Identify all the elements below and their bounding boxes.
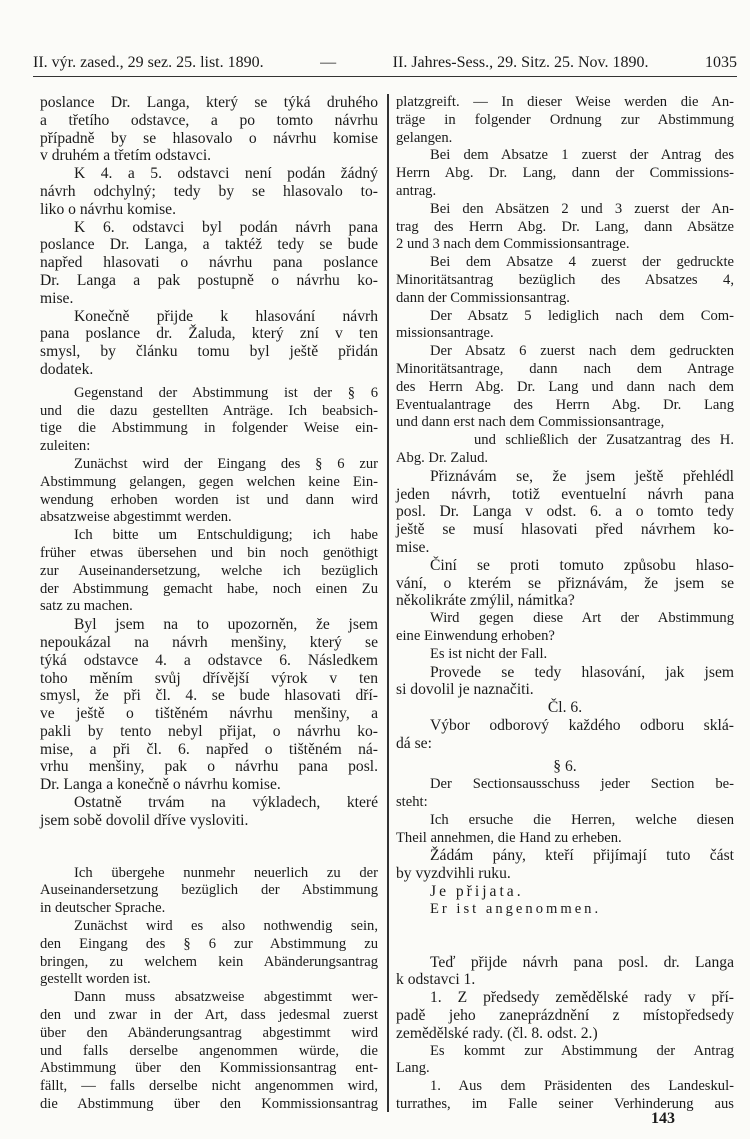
paragraph [40, 616, 378, 794]
text-line: des Herrn Abg. Dr. Lang und dann nach dem [396, 378, 734, 395]
text-line: případně by se hlasovalo o návrhu komise [40, 129, 378, 147]
text-line: napřed hlasovati o návrhu pana poslance [40, 254, 378, 272]
paragraph [40, 794, 378, 830]
right-column [396, 94, 734, 1114]
text-line: Činí se proti tomuto způsobu hlaso- [430, 556, 734, 574]
text-line: ve ještě o tištěném návrhu menšiny, a [40, 705, 378, 723]
text-line: liko o návrhu komise. [40, 200, 176, 218]
text-line: vání, o kterém se přiznávám, že jsem se [396, 574, 734, 592]
paragraph [396, 717, 734, 753]
text-line: Lang. [396, 1060, 430, 1077]
text-line: pakli by tento nebyl přijat, o návrhu ko- [40, 722, 378, 740]
text-line: jsem sobě dovolil dříve vysloviti. [40, 811, 249, 829]
running-header [33, 46, 737, 77]
text-line: satz zu machen. [40, 598, 133, 615]
paragraph [40, 918, 378, 989]
text-line: früher etwas übersehen und bin noch genöthigt [40, 544, 378, 561]
text-line: und dann erst nach dem Commissionsantrage, [396, 414, 665, 431]
page-number: 143 [651, 1110, 675, 1127]
text-line: Herrn Abg. Dr. Lang, dann der Commissions- [396, 165, 734, 182]
text-line: Přiznávám se, že jsem ještě přehlédl [430, 467, 734, 485]
text-line: 1. Aus dem Präsidenten des Landeskul- [430, 1078, 734, 1095]
text-line: poslance Dr. Langa, a taktéž tedy se bude [40, 236, 378, 254]
text-line: Der Sectionsausschuss jeder Section be- [430, 776, 734, 793]
text-line: K 4. a 5. odstavci není podán žádný [74, 165, 378, 183]
paragraph [40, 165, 378, 218]
paragraph-gap [396, 919, 734, 954]
paragraph [396, 954, 734, 990]
text-line: Es ist nicht der Fall. [430, 645, 548, 662]
text-line: Bei dem Absatze 1 zuerst der Antrag des [430, 147, 734, 164]
paragraph [40, 94, 378, 165]
header-page-number: 1035 [705, 54, 737, 71]
text-line: und die dazu gestellten Anträge. Ich beabsich- [40, 402, 378, 419]
paragraph [40, 219, 378, 308]
paragraph [40, 385, 378, 456]
text-line: Minoritätsantrag bezüglich des Absatzes 4, [396, 271, 734, 288]
text-line: Eventualantrage des Herrn Abg. Dr. Lang [396, 396, 734, 413]
text-line: Dann muss absatzweise abgestimmt wer- [74, 989, 378, 1006]
header-dash: — [320, 54, 337, 71]
paragraph [396, 254, 734, 307]
section-heading [396, 699, 734, 717]
text-line: gelangen. [396, 129, 453, 146]
text-line: Bei den Absätzen 2 und 3 zuerst der An- [430, 200, 734, 217]
text-line: fällt, — falls derselbe nicht angenommen wird, [40, 1078, 378, 1095]
text-line: dann der Commissionsantrag. [396, 289, 570, 306]
text-line: Wird gegen diese Art der Abstimmung [430, 610, 734, 627]
paragraph [396, 812, 734, 848]
text-line: jeden návrh, totiž eventuelní návrh pana [396, 485, 734, 503]
text-line: zemědělské rady. (čl. 8. odst. 2.) [396, 1024, 598, 1042]
text-line: Abstimmung über den Kommissionsantrag ent- [40, 1060, 378, 1077]
paragraph [396, 989, 734, 1042]
text-line: absatzweise abgestimmt werden. [40, 509, 232, 526]
paragraph [396, 343, 734, 432]
text-line: Ich ersuche die Herren, welche diesen [430, 811, 734, 828]
text-line: Provede se tedy hlasování, jak jsem [430, 663, 734, 681]
paragraph [396, 610, 734, 646]
text-line: Zunächst wird der Eingang des § 6 zur [74, 455, 378, 472]
paragraph [396, 646, 734, 664]
text-line: mise, a při čl. 6. napřed o tištěném ná- [40, 740, 378, 758]
text-line: Gegenstand der Abstimmung ist der § 6 [74, 384, 378, 401]
text-line: dá se: [396, 734, 432, 752]
text-line: smysl, by článku tomu byl ještě přidán [40, 343, 378, 361]
text-line: tige die Abstimmung in folgender Weise ein- [40, 420, 378, 437]
text-line: Je přijata. [430, 883, 524, 901]
paragraph [396, 308, 734, 344]
text-line: zur Auseinandersetzung, welche ich bezüglich [40, 562, 378, 579]
paragraph [396, 847, 734, 883]
text-line: K 6. odstavci byl podán návrh pana [74, 218, 378, 236]
paragraph [396, 776, 734, 812]
text-line: träge in folgender Ordnung zur Abstimmung [396, 111, 734, 128]
text-line: Konečně přijde k hlasování návrh [74, 307, 378, 325]
text-line: vrhu menšiny, pak o návrhu pana posl. [40, 758, 378, 776]
text-line: den Eingang des § 6 zur Abstimmung zu [40, 935, 378, 952]
text-line: Dr. Langa a pak postupně o návrhu ko- [40, 271, 378, 289]
text-line: wendung erhoben worden ist und dann wird [40, 491, 378, 508]
paragraph [396, 468, 734, 557]
text-line: Er ist angenommen. [430, 900, 602, 917]
paragraph [40, 456, 378, 527]
text-line: Theil annehmen, die Hand zu erheben. [396, 829, 622, 846]
text-line: Es kommt zur Abstimmung der Antrag [430, 1042, 734, 1059]
header-german: II. Jahres-Sess., 29. Sitz. 25. Nov. 1890. [392, 54, 649, 71]
paragraph [396, 432, 734, 468]
text-line: Dr. Langa a konečně o návrhu komise. [40, 776, 281, 794]
column-divider [387, 94, 389, 1112]
text-line: toho měním svůj dřívější výrok v ten [40, 669, 378, 687]
text-line: by vyzdvihli ruku. [396, 865, 511, 883]
text-line: Bei dem Absatze 4 zuerst der gedruckte [430, 254, 734, 271]
text-line: Ich bitte um Entschuldigung; ich habe [74, 527, 378, 544]
left-column [40, 94, 378, 1114]
text-line: der Abstimmung gemacht habe, noch einen Zu [40, 580, 378, 597]
text-line: Der Absatz 5 lediglich nach dem Com- [430, 307, 734, 324]
text-line: Byl jsem na to upozorněn, že jsem [74, 616, 378, 634]
text-line: missionsantrage. [396, 325, 494, 342]
text-line: nepoukázal na návrh menšiny, který se [40, 633, 378, 651]
text-line: ještě se musí hlasovati před návrhem ko- [396, 521, 734, 539]
text-line: eine Einwendung erhoben? [396, 627, 555, 644]
paragraph [396, 147, 734, 200]
text-line: die Abstimmung über den Kommissionsantrag [40, 1096, 378, 1113]
text-line: padě jeho zaneprázdnění z místopředsedy [396, 1007, 734, 1025]
section-heading [396, 758, 734, 776]
paragraph [396, 1043, 734, 1079]
text-line: dodatek. [40, 360, 94, 378]
text-line: 2 und 3 nach dem Commissionsantrage. [396, 236, 630, 253]
paragraph [396, 94, 734, 147]
text-line: Čl. 6. [547, 699, 583, 717]
paragraph [40, 865, 378, 918]
text-line: und falls derselbe angenommen würde, die [40, 1042, 378, 1059]
text-line: si dovolil je naznačiti. [396, 681, 534, 699]
text-line: Auseinandersetzung bezüglich der Abstimmung [40, 882, 378, 899]
text-line: bringen, zu welchem kein Abänderungsantrag [40, 953, 378, 970]
text-line: steht: [396, 794, 428, 811]
text-line: mise. [40, 289, 74, 307]
text-line: poslance Dr. Langa, který se týká druhého [40, 94, 378, 111]
text-line: Abg. Dr. Zalud. [396, 449, 489, 466]
paragraph [396, 201, 734, 254]
text-line: den und zwar in der Art, dass jedesmal zuerst [40, 1007, 378, 1024]
text-line: Výbor odborový každého odboru sklá- [430, 716, 734, 734]
text-line: über den Abänderungsantrag abgestimmt wird [40, 1024, 378, 1041]
text-line: několikráte zmýlil, námitka? [396, 592, 575, 610]
text-line: turrathes, im Falle seiner Verhinderung aus [396, 1096, 734, 1113]
paragraph [396, 901, 734, 919]
text-line: zuleiten: [40, 438, 91, 455]
text-line: Teď přijde návrh pana posl. dr. Langa [430, 953, 734, 971]
text-line: Der Absatz 6 zuerst nach dem gedruckten [430, 343, 734, 360]
text-line: gestellt worden ist. [40, 971, 151, 988]
paragraph [396, 1078, 734, 1114]
text-line: týká odstavce 4. a odstavce 6. Následkem [40, 651, 378, 669]
text-line: Žádám pány, kteří přijímají tuto část [430, 847, 734, 865]
header-czech: II. výr. zased., 29 sez. 25. list. 1890. [33, 54, 264, 71]
text-line: Ich übergehe nunmehr neuerlich zu der [74, 864, 378, 881]
text-line: pana poslance dr. Žaluda, který zní v ten [40, 325, 378, 343]
text-line: mise. [396, 538, 430, 556]
text-line: 1. Z předsedy zemědělské rady v pří- [430, 989, 734, 1007]
text-line: antrag. [396, 182, 437, 199]
text-line: k odstavci 1. [396, 971, 476, 989]
text-line: návrh odchylný; tedy by se hlasovalo to- [40, 182, 378, 200]
paragraph [396, 883, 734, 901]
text-line: platzgreift. — In dieser Weise werden die An- [396, 94, 734, 110]
paragraph [40, 989, 378, 1114]
text-line: trag des Herrn Abg. Dr. Lang, dann Absätze [396, 218, 734, 235]
text-line: smysl, že při čl. 4. se bude hlasovati dří- [40, 687, 378, 705]
paragraph-gap [40, 830, 378, 865]
paragraph [396, 557, 734, 610]
text-line: v druhém a třetím odstavci. [40, 147, 212, 165]
text-line: § 6. [553, 758, 577, 776]
text-line: und schließlich der Zusatzantrag des H. [474, 432, 734, 449]
text-line: Minoritätsantrage, dann nach dem Antrage [396, 360, 734, 377]
text-line: Zunächst wird es also nothwendig sein, [74, 918, 378, 935]
text-line: posl. Dr. Langa v odst. 6. a o tomto tedy [396, 503, 734, 521]
text-line: Ostatně trvám na výkladech, které [74, 794, 378, 812]
paragraph [40, 308, 378, 379]
text-line: in deutscher Sprache. [40, 900, 166, 917]
text-line: a třetího odstavce, a po tomto návrhu [40, 111, 378, 129]
paragraph [40, 527, 378, 616]
text-line: Abstimmung gelangen, gegen welchen keine Ein- [40, 473, 378, 490]
paragraph [396, 664, 734, 700]
